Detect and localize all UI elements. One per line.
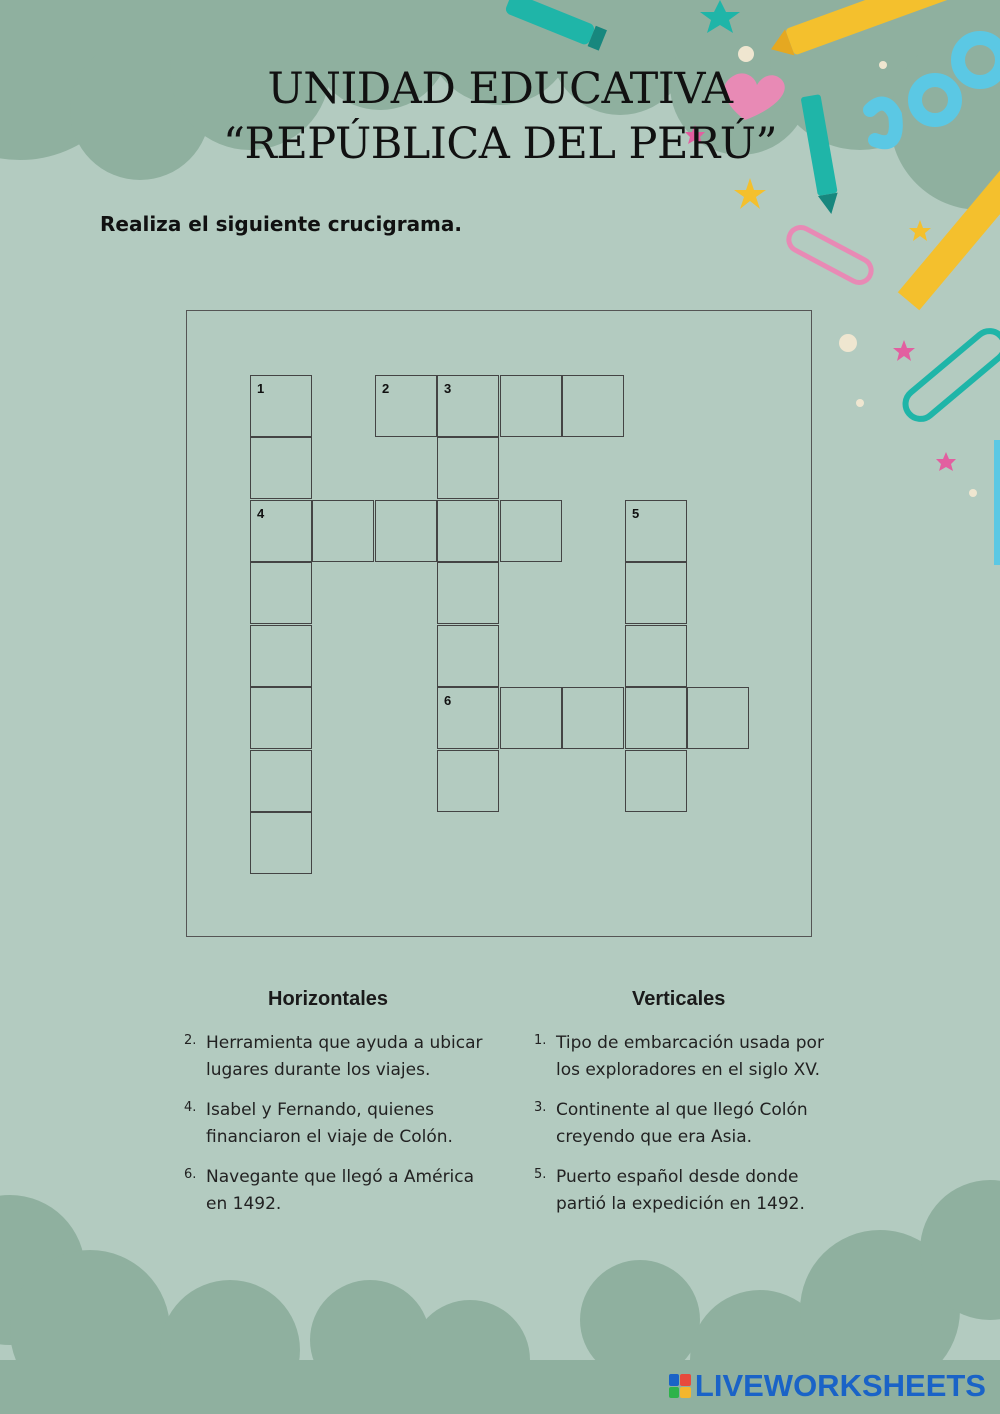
- clue-text: Isabel y Fernando, quienes financiaron el viaje de Colón.: [206, 1100, 453, 1147]
- vertical-clues-heading: Verticales: [632, 988, 726, 1010]
- crossword-cell[interactable]: [250, 687, 312, 749]
- liveworksheets-logo[interactable]: [669, 1368, 986, 1404]
- crossword-cell[interactable]: [437, 625, 499, 687]
- clue-number: 5.: [534, 1167, 547, 1182]
- crossword-cell[interactable]: [437, 500, 499, 562]
- clue-number: 4: [257, 506, 265, 521]
- crossword-cell[interactable]: [437, 375, 499, 437]
- horizontal-clues-heading: Horizontales: [268, 988, 389, 1010]
- clue-item: [534, 1164, 834, 1218]
- clue-number: 2.: [184, 1033, 197, 1048]
- clue-number: 1.: [534, 1033, 547, 1048]
- clue-text: Continente al que llegó Colón creyendo que era Asia.: [556, 1100, 808, 1147]
- paperclip-icon: [899, 325, 1000, 425]
- ruler-icon: [994, 440, 1000, 565]
- clue-item: [534, 1097, 834, 1151]
- crossword-cell[interactable]: [250, 812, 312, 874]
- school-name-line1: UNIDAD EDUCATIVA: [267, 64, 733, 114]
- brand-name: LIVEWORKSHEETS: [694, 1368, 986, 1403]
- clue-item: [184, 1030, 484, 1084]
- school-name: [0, 62, 1000, 172]
- vertical-clues-list: [534, 1030, 834, 1231]
- crossword-cell[interactable]: [437, 750, 499, 812]
- school-name-line2: “REPÚBLICA DEL PERÚ”: [223, 119, 777, 170]
- crossword-cell[interactable]: [250, 625, 312, 687]
- crossword-cell[interactable]: [500, 500, 562, 562]
- crossword-cell[interactable]: [500, 375, 562, 437]
- clue-item: [184, 1164, 484, 1218]
- clue-number: 1: [257, 381, 265, 396]
- horizontal-clues-list: [184, 1030, 484, 1231]
- crossword-cell[interactable]: [312, 500, 374, 562]
- crossword-cell[interactable]: [625, 687, 687, 749]
- paperclip-icon: [785, 223, 876, 286]
- clue-text: Puerto español desde donde partió la expedición en 1492.: [556, 1167, 805, 1214]
- crossword-cell[interactable]: [500, 687, 562, 749]
- crossword-cell[interactable]: [687, 687, 749, 749]
- clue-number: 3: [444, 381, 452, 396]
- clue-number: 4.: [184, 1100, 197, 1115]
- crossword-cell[interactable]: [625, 750, 687, 812]
- crossword-cell[interactable]: [625, 500, 687, 562]
- crossword-cell-1-across-start[interactable]: [250, 375, 312, 437]
- clue-number: 6: [444, 693, 452, 708]
- clue-text: Tipo de embarcación usada por los exploradores en el siglo XV.: [556, 1033, 824, 1080]
- clue-number: 2: [382, 381, 390, 396]
- crossword-cell[interactable]: [375, 500, 437, 562]
- crossword-cell[interactable]: [562, 375, 624, 437]
- crossword-cell[interactable]: [562, 687, 624, 749]
- crossword-cell[interactable]: [250, 750, 312, 812]
- crossword-cell[interactable]: [437, 687, 499, 749]
- clue-item: [534, 1030, 834, 1084]
- liveworksheets-logo-icon: [669, 1374, 691, 1398]
- crossword-cell[interactable]: [250, 562, 312, 624]
- instruction-text: Realiza el siguiente crucigrama.: [100, 212, 462, 236]
- crossword-cell[interactable]: [437, 437, 499, 499]
- clue-item: [184, 1097, 484, 1151]
- crossword-cell[interactable]: [250, 500, 312, 562]
- clue-number: 6.: [184, 1167, 197, 1182]
- clue-number: 5: [632, 506, 640, 521]
- clue-text: Navegante que llegó a América en 1492.: [206, 1167, 475, 1214]
- clue-number: 3.: [534, 1100, 547, 1115]
- crossword-cell[interactable]: [250, 437, 312, 499]
- crossword-cell[interactable]: [375, 375, 437, 437]
- crossword-cell[interactable]: [437, 562, 499, 624]
- crossword-cell[interactable]: [625, 625, 687, 687]
- crossword-cell[interactable]: [625, 562, 687, 624]
- clue-text: Herramienta que ayuda a ubicar lugares durante los viajes.: [206, 1033, 483, 1080]
